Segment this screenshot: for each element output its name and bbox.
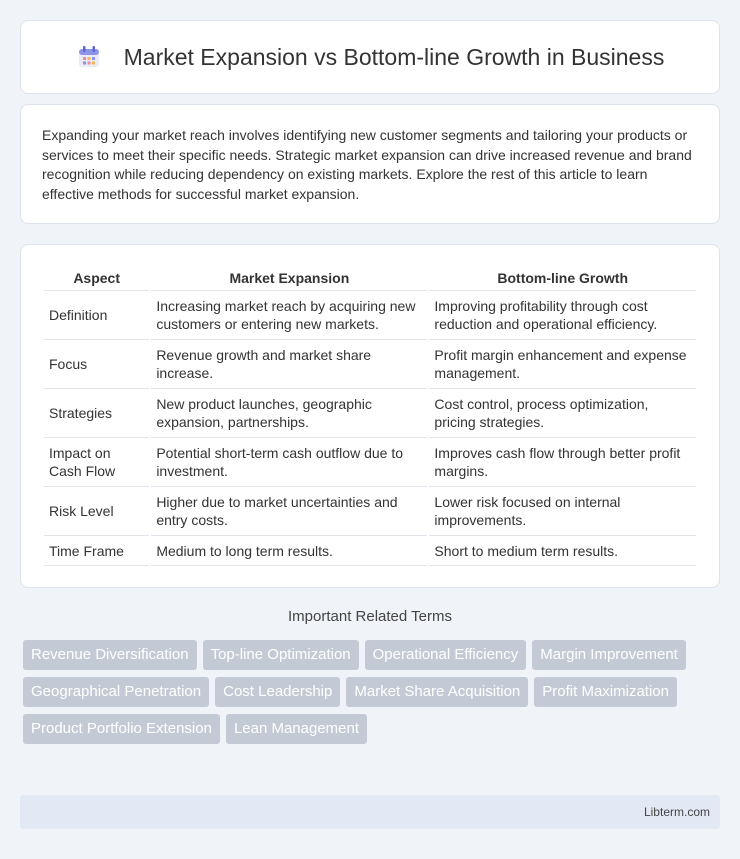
table-header-row xyxy=(44,265,696,291)
column-header: Market Expansion xyxy=(151,265,427,291)
related-term-tag[interactable]: Profit Maximization xyxy=(534,677,677,707)
table-row xyxy=(44,487,696,536)
table-cell: Profit margin enhancement and expense management. xyxy=(429,340,696,389)
related-term-tag[interactable]: Top-line Optimization xyxy=(203,640,359,670)
intro-card xyxy=(20,104,720,224)
related-terms-list xyxy=(23,640,723,744)
table-cell: Short to medium term results. xyxy=(429,536,696,566)
table-row xyxy=(44,438,696,487)
table-cell: Potential short-term cash outflow due to investment. xyxy=(151,438,427,487)
table-cell: Increasing market reach by acquiring new customers or entering new markets. xyxy=(151,291,427,340)
related-term-tag[interactable]: Market Share Acquisition xyxy=(346,677,528,707)
related-term-tag[interactable]: Margin Improvement xyxy=(532,640,686,670)
related-term-tag[interactable]: Operational Efficiency xyxy=(365,640,527,670)
comparison-table xyxy=(42,265,698,566)
table-cell-aspect: Risk Level xyxy=(44,487,149,536)
table-cell: Revenue growth and market share increase. xyxy=(151,340,427,389)
intro-text: Expanding your market reach involves identifying new customer segments and tailoring your products or services to meet their specific needs. Strategic market expansion can drive increased revenue and brand recognition while reducing dependency on existing markets. Explore the rest of this article to learn effective methods for successful market expansion. xyxy=(42,127,692,202)
table-row xyxy=(44,536,696,566)
related-terms-title: Important Related Terms xyxy=(288,608,452,625)
table-cell-aspect: Strategies xyxy=(44,389,149,438)
footer-brand-link[interactable]: Libterm.com xyxy=(643,805,710,819)
table-cell-aspect: Time Frame xyxy=(44,536,149,566)
table-cell-aspect: Definition xyxy=(44,291,149,340)
comparison-table-card xyxy=(20,244,720,588)
table-cell: New product launches, geographic expansion, partnerships. xyxy=(151,389,427,438)
table-cell: Improves cash flow through better profit margins. xyxy=(429,438,696,487)
table-cell-aspect: Impact on Cash Flow xyxy=(44,438,149,487)
table-cell: Medium to long term results. xyxy=(151,536,427,566)
table-row xyxy=(44,291,696,340)
table-cell: Cost control, process optimization, pricing strategies. xyxy=(429,389,696,438)
related-term-tag[interactable]: Geographical Penetration xyxy=(23,677,209,707)
related-term-tag[interactable]: Revenue Diversification xyxy=(23,640,197,670)
related-term-tag[interactable]: Cost Leadership xyxy=(215,677,340,707)
column-header: Bottom-line Growth xyxy=(429,265,696,291)
table-cell: Improving profitability through cost reduction and operational efficiency. xyxy=(429,291,696,340)
table-row xyxy=(44,340,696,389)
page-title: Market Expansion vs Bottom-line Growth in Business xyxy=(123,43,665,70)
table-cell-aspect: Focus xyxy=(44,340,149,389)
footer xyxy=(20,795,720,829)
table-row xyxy=(44,389,696,438)
header-card xyxy=(20,20,720,94)
table-cell: Higher due to market uncertainties and entry costs. xyxy=(151,487,427,536)
related-term-tag[interactable]: Product Portfolio Extension xyxy=(23,714,220,744)
calendar-icon xyxy=(76,44,102,70)
related-term-tag[interactable]: Lean Management xyxy=(226,714,367,744)
column-header: Aspect xyxy=(44,265,149,291)
table-cell: Lower risk focused on internal improvements. xyxy=(429,487,696,536)
